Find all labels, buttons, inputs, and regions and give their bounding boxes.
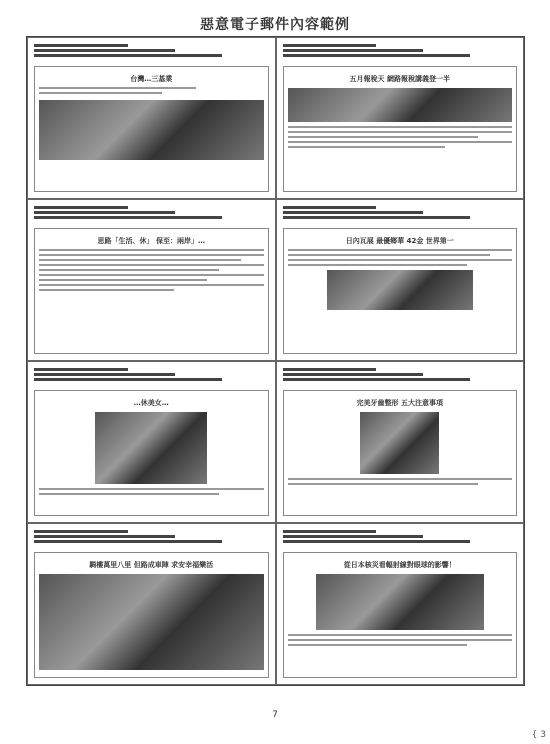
email-header bbox=[283, 44, 518, 64]
email-headline: 台灣…三基業 bbox=[130, 75, 173, 83]
email-header bbox=[283, 206, 518, 226]
page-title: 惡意電子郵件內容範例 bbox=[200, 17, 350, 33]
email-body bbox=[34, 228, 269, 354]
email-header bbox=[283, 368, 518, 388]
email-body bbox=[34, 66, 269, 192]
email-headline: …休美女… bbox=[133, 399, 169, 407]
email-illustration bbox=[360, 412, 439, 474]
email-body bbox=[34, 552, 269, 678]
email-header bbox=[34, 44, 269, 64]
email-header bbox=[283, 530, 518, 550]
email-photo bbox=[327, 270, 473, 310]
email-header bbox=[34, 530, 269, 550]
email-example-7 bbox=[27, 523, 276, 685]
email-headline: 騎樓萬里八里 但路成車陣 求安幸福樂活 bbox=[89, 561, 214, 569]
email-example-6 bbox=[276, 361, 525, 523]
email-banner bbox=[288, 88, 513, 122]
email-example-3 bbox=[27, 199, 276, 361]
email-headline: 思路「生活、休」 保至：兩岸」… bbox=[97, 237, 205, 245]
email-photo bbox=[39, 574, 264, 670]
email-example-4 bbox=[276, 199, 525, 361]
example-grid bbox=[26, 36, 525, 686]
email-illustration bbox=[316, 574, 484, 630]
email-headline: 完美牙齒整形 五大注意事項 bbox=[356, 399, 443, 407]
email-headline: 日內瓦展 最優鄉華 42金 世界第一 bbox=[345, 237, 454, 245]
email-photo bbox=[39, 100, 264, 160]
email-body bbox=[283, 66, 518, 192]
email-example-8 bbox=[276, 523, 525, 685]
email-headline: 從日本核災看輻射線對眼球的影響！ bbox=[343, 561, 456, 569]
corner-mark: { 3 bbox=[531, 730, 546, 740]
email-header bbox=[34, 206, 269, 226]
email-example-2 bbox=[276, 37, 525, 199]
email-body bbox=[34, 390, 269, 516]
email-example-5 bbox=[27, 361, 276, 523]
email-portrait bbox=[95, 412, 207, 484]
email-example-1 bbox=[27, 37, 276, 199]
email-body bbox=[283, 228, 518, 354]
email-header bbox=[34, 368, 269, 388]
page-number: 7 bbox=[272, 710, 278, 720]
email-headline: 五月報稅天 網路報稅講義登一半 bbox=[349, 75, 450, 83]
email-body bbox=[283, 552, 518, 678]
email-body bbox=[283, 390, 518, 516]
